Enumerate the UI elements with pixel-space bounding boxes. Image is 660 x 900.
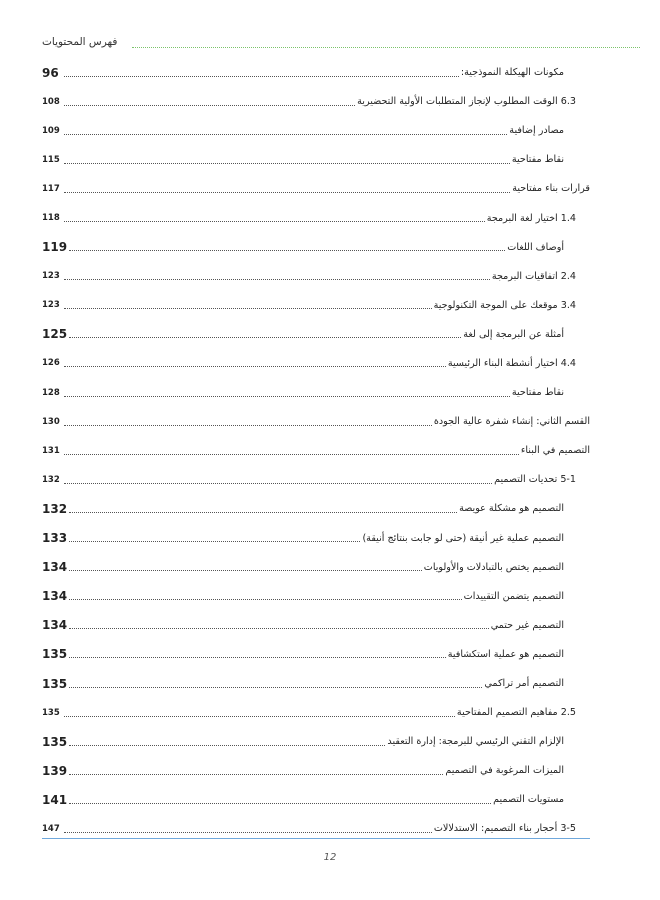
toc-entry[interactable] — [42, 494, 590, 523]
toc-page-number: 135 — [42, 734, 68, 749]
toc-entry-label: التصميم عملية غير أنيقة (حتى لو جابت بنتائج أنيقة) — [362, 532, 564, 544]
toc-entry[interactable] — [42, 465, 590, 494]
toc-entry-label: 3-5 أحجار بناء التصميم: الاستدلالات — [433, 823, 576, 835]
toc-page-number: 141 — [42, 792, 68, 807]
toc-page-number: 133 — [42, 531, 68, 546]
toc-entry-label: التصميم يختص بالتبادلات والأولويات — [423, 561, 564, 573]
toc-entry[interactable] — [42, 640, 590, 669]
dot-leader — [69, 802, 491, 804]
toc-entry[interactable] — [42, 436, 590, 465]
dot-leader — [69, 249, 505, 251]
toc-page-number: 130 — [42, 416, 60, 427]
toc-page-number: 147 — [42, 823, 60, 834]
toc-entry[interactable] — [42, 553, 590, 582]
toc-entry-label: الإلزام التقني الرئيسي للبرمجة: إدارة التعقيد — [387, 736, 564, 748]
toc-page-number: 131 — [42, 445, 60, 456]
toc-entry-label: التصميم هو مشكلة عويصة — [459, 503, 564, 515]
dot-leader — [64, 133, 507, 135]
toc-entry[interactable] — [42, 407, 590, 436]
toc-entry-label: 4.4 اختيار أنشطة البناء الرئيسية — [447, 357, 576, 369]
page-number: 12 — [323, 852, 337, 863]
toc-entry[interactable] — [42, 320, 590, 349]
toc-entry[interactable] — [42, 58, 590, 87]
toc-entry[interactable] — [42, 727, 590, 756]
dot-leader — [69, 627, 489, 629]
toc-entry-label: التصميم غير حتمي — [490, 619, 564, 631]
toc-entry-label: مكونات الهيكلة النموذجية: — [460, 67, 564, 79]
toc-entry-label: 3.4 موقعك على الموجة التكنولوجية — [433, 299, 576, 311]
dot-leader — [69, 336, 461, 338]
toc-entry-label: نقاط مفتاحية — [511, 154, 564, 166]
toc-page-number: 119 — [42, 240, 68, 255]
toc-page-number: 132 — [42, 474, 60, 485]
toc-page-number: 115 — [42, 154, 60, 165]
dot-leader — [64, 162, 510, 164]
toc-list — [42, 58, 590, 844]
dot-leader — [69, 511, 457, 513]
toc-page-number: 117 — [42, 183, 60, 194]
toc-entry-label: مصادر إضافية — [509, 125, 564, 137]
toc-entry[interactable] — [42, 814, 590, 843]
toc-page-number: 134 — [42, 618, 68, 633]
toc-page-number: 96 — [42, 65, 59, 80]
toc-entry-label: قرارات بناء مفتاحية — [512, 183, 590, 195]
toc-entry[interactable] — [42, 145, 590, 174]
toc-entry[interactable] — [42, 349, 590, 378]
page-title: فهرس المحتويات — [42, 36, 120, 48]
toc-entry-label: 6.3 الوقت المطلوب لإنجاز المتطلبات الأولية التحضيرية — [357, 96, 576, 108]
dot-leader — [64, 365, 446, 367]
toc-entry[interactable] — [42, 174, 590, 203]
toc-entry-label: الميزات المرغوبة في التصميم — [445, 765, 564, 777]
dot-leader — [64, 482, 492, 484]
toc-page-number: 128 — [42, 387, 60, 398]
dot-leader — [69, 773, 443, 775]
toc-entry-label: التصميم في البناء — [520, 445, 590, 457]
toc-entry[interactable] — [42, 262, 590, 291]
toc-entry-label: التصميم يتضمن التقييدات — [463, 590, 564, 602]
toc-page-number: 134 — [42, 589, 68, 604]
dot-leader — [64, 831, 432, 833]
toc-entry[interactable] — [42, 698, 590, 727]
toc-entry-label: مستويات التصميم — [493, 794, 564, 806]
toc-page-number: 139 — [42, 763, 68, 778]
toc-entry-label: أوصاف اللغات — [507, 241, 564, 253]
toc-entry[interactable] — [42, 669, 590, 698]
toc-page-number: 135 — [42, 676, 68, 691]
toc-page-number: 134 — [42, 560, 68, 575]
toc-entry[interactable] — [42, 233, 590, 262]
toc-entry[interactable] — [42, 203, 590, 232]
toc-entry-label: 5-1 تحديات التصميم — [494, 474, 576, 486]
toc-entry[interactable] — [42, 524, 590, 553]
dot-leader — [64, 220, 485, 222]
dot-leader — [69, 744, 385, 746]
toc-entry[interactable] — [42, 785, 590, 814]
toc-entry-label: القسم الثاني: إنشاء شفرة عالية الجودة — [433, 416, 590, 428]
toc-page-number: 108 — [42, 96, 60, 107]
toc-entry[interactable] — [42, 582, 590, 611]
header-dotted-rule — [132, 47, 640, 48]
dot-leader — [64, 191, 510, 193]
dot-leader — [64, 307, 432, 309]
toc-page-number: 123 — [42, 271, 60, 282]
toc-entry-label: أمثلة عن البرمجة إلى لغة — [463, 328, 564, 340]
toc-entry-label: التصميم هو عملية استكشافية — [447, 648, 564, 660]
toc-entry[interactable] — [42, 378, 590, 407]
dot-leader — [69, 656, 446, 658]
toc-page-number: 135 — [42, 647, 68, 662]
toc-page-number: 123 — [42, 300, 60, 311]
dot-leader — [69, 686, 482, 688]
toc-entry-label: 2.4 اتفاقيات البرمجة — [491, 270, 576, 282]
dot-leader — [64, 75, 459, 77]
dot-leader — [64, 395, 510, 397]
dot-leader — [64, 278, 490, 280]
dot-leader — [69, 598, 462, 600]
dot-leader — [69, 540, 360, 542]
toc-page-number: 109 — [42, 125, 60, 136]
toc-entry-label: نقاط مفتاحية — [511, 387, 564, 399]
dot-leader — [64, 453, 519, 455]
toc-page-number: 126 — [42, 358, 60, 369]
toc-page-number: 135 — [42, 707, 60, 718]
toc-entry[interactable] — [42, 756, 590, 785]
toc-entry-label: التصميم أمر تراكمي — [484, 678, 564, 690]
toc-entry-label: 1.4 اختيار لغة البرمجة — [486, 212, 576, 224]
dot-leader — [64, 715, 455, 717]
dot-leader — [69, 569, 422, 571]
toc-entry[interactable] — [42, 116, 590, 145]
toc-entry-label: 2.5 مفاهيم التصميم المفتاحية — [456, 707, 576, 719]
toc-entry[interactable] — [42, 611, 590, 640]
toc-entry[interactable] — [42, 291, 590, 320]
toc-header — [42, 36, 640, 52]
toc-page-number: 125 — [42, 327, 68, 342]
toc-entry[interactable] — [42, 87, 590, 116]
toc-page-number: 132 — [42, 501, 68, 516]
dot-leader — [64, 104, 355, 106]
dot-leader — [64, 424, 432, 426]
footer-rule — [42, 838, 590, 839]
toc-page-number: 118 — [42, 213, 60, 224]
